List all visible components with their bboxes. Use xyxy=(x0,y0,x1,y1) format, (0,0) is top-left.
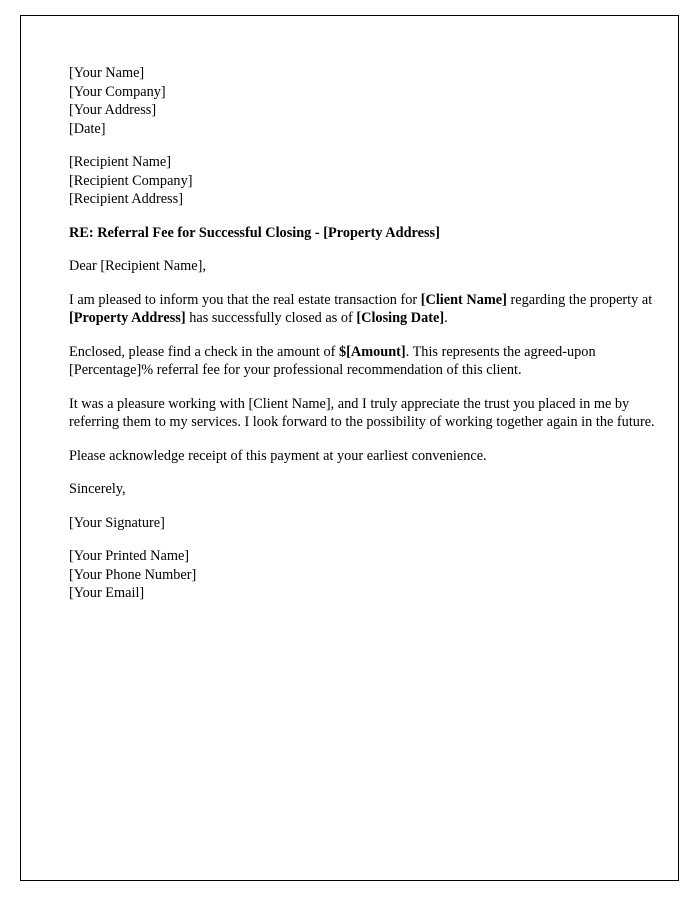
sender-name: [Your Name] xyxy=(69,65,145,81)
letter-date: [Date] xyxy=(69,120,106,137)
sender-block xyxy=(69,64,657,138)
signature-placeholder: [Your Signature] xyxy=(69,514,165,531)
letter-content xyxy=(69,64,657,618)
recipient-block xyxy=(69,153,657,209)
client-name-placeholder: [Client Name] xyxy=(420,291,507,308)
closing-salutation: Sincerely, xyxy=(69,481,126,497)
recipient-name: [Recipient Name] xyxy=(69,154,172,170)
paragraph-acknowledge-receipt: Please acknowledge receipt of this payment at your earliest convenience. xyxy=(69,447,487,464)
recipient-address: [Recipient Address] xyxy=(69,191,183,207)
subject-line: RE: Referral Fee for Successful Closing - [Property Address] xyxy=(69,224,440,241)
sender-address: [Your Address] xyxy=(69,102,157,118)
amount-placeholder: $[Amount] xyxy=(338,343,406,360)
sender-company: [Your Company] xyxy=(69,83,166,100)
text-segment: regarding the property at xyxy=(506,291,653,308)
recipient-company: [Recipient Company] xyxy=(69,172,193,189)
printed-name: [Your Printed Name] xyxy=(69,548,190,564)
closing-date-placeholder: [Closing Date] xyxy=(356,310,445,326)
text-segment: Enclosed, please find a check in the amount of xyxy=(69,343,339,360)
paragraph-appreciation: It was a pleasure working with [Client Name], and I truly appreciate the trust you placed in me by referring them to my services. I look forward to the possibility of working together again in the future. xyxy=(69,395,655,430)
letter-page xyxy=(20,15,679,881)
phone-number: [Your Phone Number] xyxy=(69,566,197,583)
text-segment: . xyxy=(444,310,448,326)
text-segment: has successfully closed as of xyxy=(185,310,357,326)
email: [Your Email] xyxy=(69,585,145,601)
footer-contact-block xyxy=(69,547,657,603)
text-segment: I am pleased to inform you that the real estate transaction for xyxy=(69,291,421,308)
salutation: Dear [Recipient Name], xyxy=(69,258,206,274)
paragraph-closing-announcement xyxy=(69,291,657,328)
paragraph-check-enclosed xyxy=(69,343,657,380)
text-segment: . This represents the agreed-upon [Percentage]% referral fee for your professional recommendation of this client. xyxy=(69,343,596,378)
property-address-placeholder: [Property Address] xyxy=(69,310,186,326)
